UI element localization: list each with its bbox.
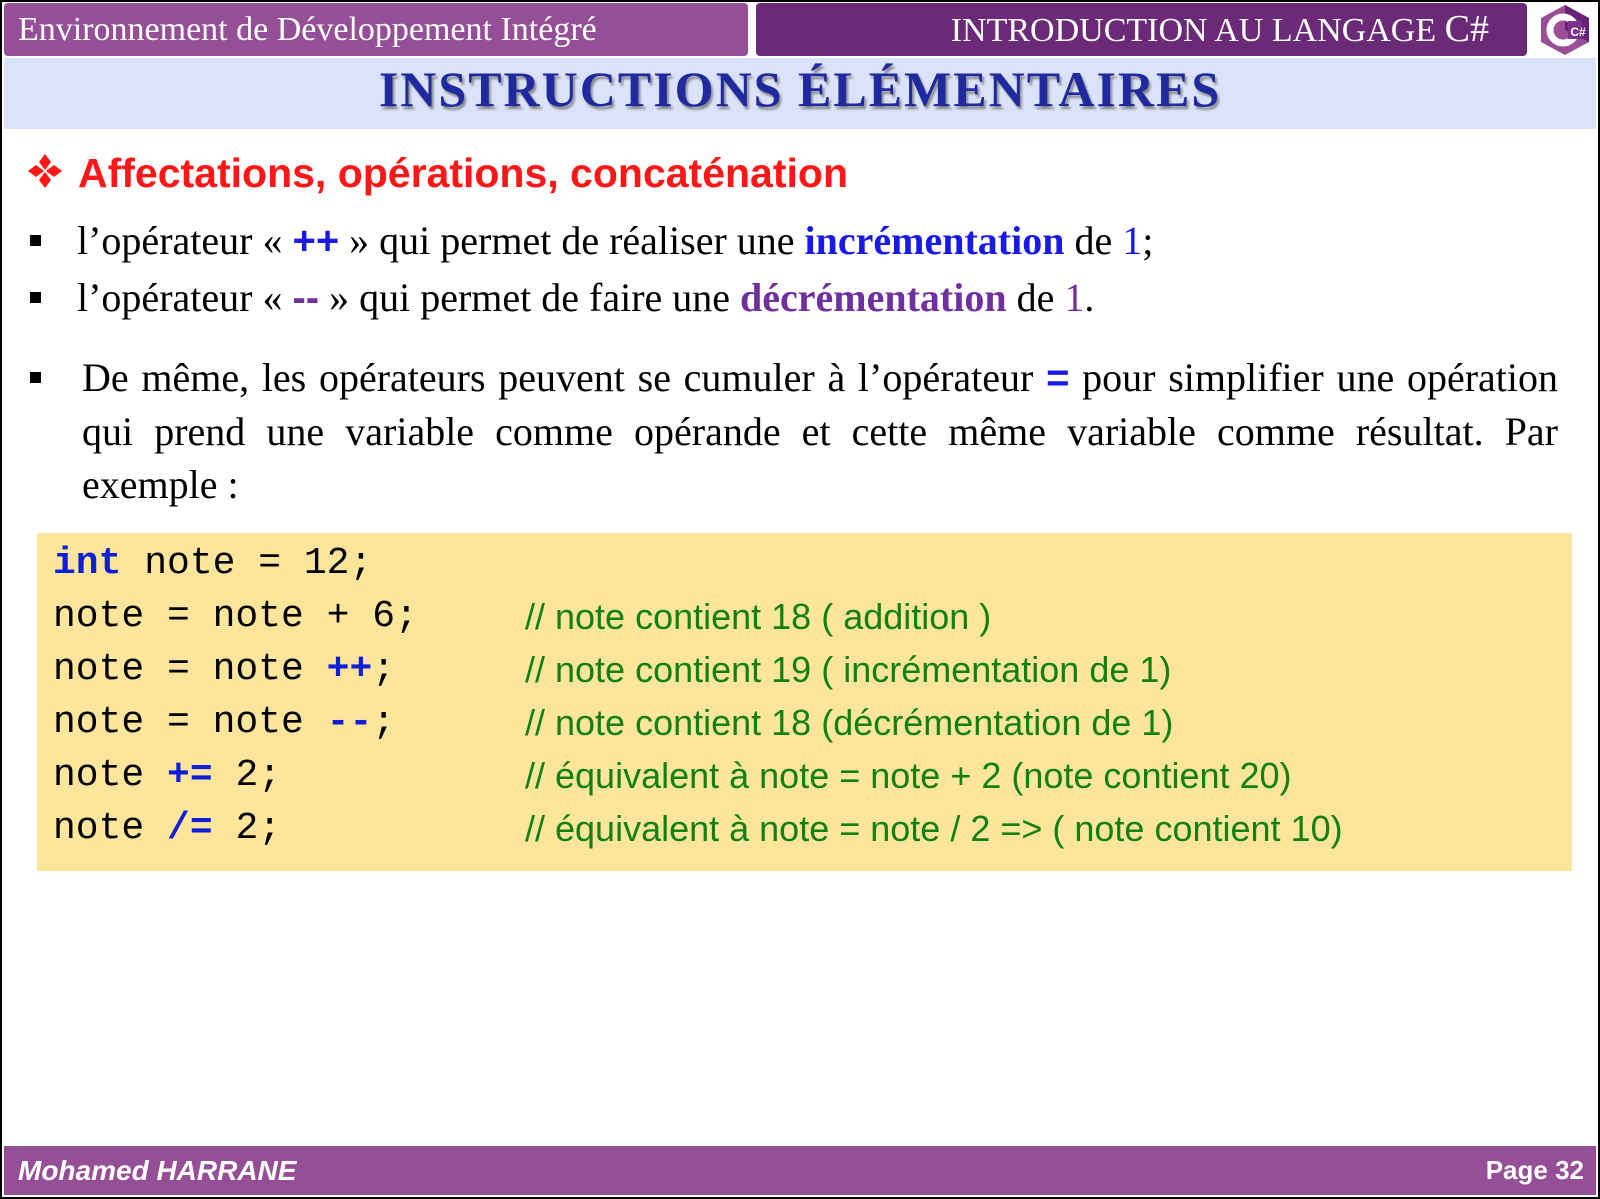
header-course-title (4, 3, 748, 56)
term-increment: incrémentation (804, 218, 1065, 263)
bullet-decrement (30, 274, 1094, 321)
bullet-text: l’opérateur « (77, 218, 293, 263)
operator-increment: ++ (292, 219, 340, 263)
footer-author: Mohamed HARRANE (18, 1155, 297, 1186)
footer-page-number: Page 32 (1485, 1155, 1584, 1185)
code-line: note = note + 6; (53, 595, 418, 638)
bullet-text: ; (1142, 218, 1154, 263)
code-line: note = note --; (53, 701, 396, 744)
term-decrement: décrémentation (740, 275, 1007, 320)
csharp-logo-icon (1535, 3, 1595, 56)
code-example-block (37, 533, 1572, 871)
value-one: 1 (1122, 218, 1143, 263)
bullet-text: » qui permet de faire une (319, 275, 741, 320)
operator-assign: = (1046, 356, 1070, 400)
code-line: note = note ++; (53, 648, 396, 691)
slide-title-band (4, 58, 1596, 129)
operator-decrement: -- (292, 276, 320, 320)
header-course-title-text: Environnement de Développement Intégré (18, 11, 597, 48)
bullet-text: de (1064, 218, 1123, 263)
square-bullet-icon (30, 235, 41, 246)
code-comment: // note contient 18 (décrémentation de 1) (525, 702, 1174, 743)
code-comment: // note contient 18 ( addition ) (525, 596, 992, 637)
bullet-text: de (1006, 275, 1065, 320)
diamond-bullet-icon (26, 152, 64, 195)
bullet-text: l’opérateur « (77, 275, 293, 320)
slide-title: INSTRUCTIONS ÉLÉMENTAIRES (378, 61, 1222, 117)
code-comment: // note contient 19 ( incrémentation de 1) (525, 649, 1172, 690)
header-chapter-title (756, 3, 1527, 56)
code-comment: // équivalent à note = note + 2 (note contient 20) (525, 755, 1292, 796)
section-heading-text: Affectations, opérations, concaténation (78, 150, 848, 196)
svg-text:C#: C# (1570, 25, 1586, 39)
square-bullet-icon (30, 372, 41, 383)
bullet-text: . (1084, 275, 1095, 320)
value-one: 1 (1064, 275, 1085, 320)
code-line: int note = 12; (53, 542, 373, 585)
code-line: note += 2; (53, 754, 282, 797)
slide-footer (4, 1146, 1596, 1195)
bullet-text: » qui permet de réaliser une (339, 218, 805, 263)
section-heading (26, 150, 848, 202)
square-bullet-icon (30, 292, 41, 303)
code-comment: // équivalent à note = note / 2 => ( note contient 10) (525, 808, 1343, 849)
bullet-increment (30, 217, 1153, 264)
bullet-compound-operators (30, 351, 1558, 511)
paragraph-text: De même, les opérateurs peuvent se cumuler à l’opérateur = pour simplifier une opération qui prend une variable comme opérande et cette même variable comme résultat. Par exemple : (82, 355, 1558, 507)
header-chapter-title-text: INTRODUCTION AU LANGAGE (950, 12, 1437, 49)
code-line: note /= 2; (53, 807, 282, 850)
header-chapter-lang: C# (1444, 8, 1489, 50)
